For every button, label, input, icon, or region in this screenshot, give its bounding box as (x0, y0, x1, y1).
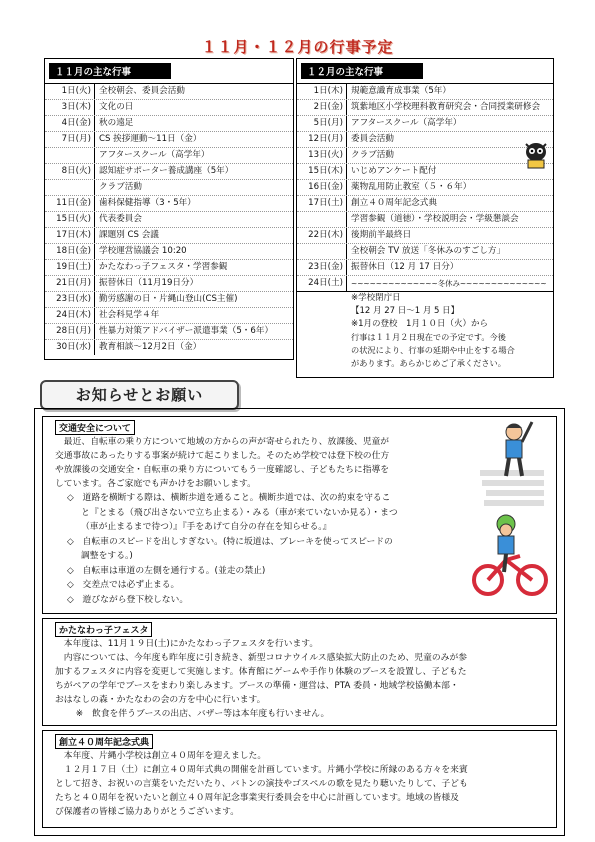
december-rows (297, 83, 553, 291)
schedule-event: 全校朝会 TV 放送「冬休みのすごし方」 (351, 246, 506, 256)
schedule-date (297, 212, 347, 227)
anniversary-heading: 創立４０周年記念式典 (55, 734, 153, 749)
schedule-row (297, 196, 553, 212)
schedule-row (45, 84, 293, 100)
schedule-row (45, 260, 293, 276)
schedule-date: 16日(金) (297, 180, 347, 195)
schedule-row (45, 148, 293, 164)
schedule-date: 4日(金) (45, 116, 95, 131)
anniv-paragraph-line: 本年度、片縄小学校は創立４０周年を迎えました。 (63, 751, 267, 761)
schedule-date: 1日(木) (297, 84, 347, 99)
notice-banner: お知らせとお願い (40, 380, 239, 410)
schedule-date: 15日(木) (297, 164, 347, 179)
schedule-event: アフタースクール（高学年） (99, 150, 210, 160)
schedule-event: 性暴力対策アドバイザー派遣事業（5・6年） (99, 326, 274, 336)
festa-heading: かたなわっ子フェスタ (55, 622, 152, 637)
schedule-row (297, 164, 553, 180)
schedule-event: かたなわっ子フェスタ・学習参観 (99, 262, 228, 272)
traffic-paragraph-line: や放課後の交通安全・自転車の乗り方についてもう一度確認し、子どもたちに指導を (55, 465, 390, 475)
schedule-date: 7日(月) (45, 132, 95, 147)
schedule-event: 創立４０周年記念式典 (351, 198, 437, 208)
schedule-event: 勤労感謝の日・片縄山登山(CS主催) (99, 294, 238, 304)
schedule-event: 社会科見学４年 (99, 310, 160, 320)
schedule-event: 後期前半最終日 (351, 230, 412, 240)
anniversary-section (42, 730, 557, 828)
november-schedule (44, 58, 294, 360)
schedule-event: CS 挨拶運動～11日（金） (99, 134, 202, 144)
schedule-date: 13日(火) (297, 148, 347, 163)
schedule-row (45, 196, 293, 212)
schedule-note: 行事は１１月２日現在での予定です。今後 (351, 332, 506, 342)
schedule-event: 薬物乱用防止教室（５・６年） (351, 182, 472, 192)
schedule-row (297, 276, 553, 291)
schedule-row (45, 116, 293, 132)
schedule-row (45, 180, 293, 196)
schedule-event: クラブ活動 (351, 150, 394, 160)
schedule-event: 課題別 CS 会議 (99, 230, 159, 240)
schedule-note: の状況により、行事の延期や中止をする場合 (351, 345, 515, 355)
traffic-rule-line: （車が止まるまで待つ）』『手をあげて自分の存在を知らせる。』 (81, 522, 332, 532)
schedule-row (45, 308, 293, 324)
schedule-event: アフタースクール（高学年） (351, 118, 462, 128)
schedule-event: 筑紫地区小学校理科教育研究会・合同授業研修会 (351, 102, 541, 112)
schedule-date: 17日(土) (297, 196, 347, 211)
schedule-row (297, 260, 553, 276)
traffic-rule-line: ◇ 遊びながら登下校しない。 (67, 594, 189, 605)
schedule-row (297, 244, 553, 260)
traffic-rule-line: と『とまる（飛び出さないで立ち止まる）・みる（車が来ていないか見る）・まつ (81, 507, 398, 518)
traffic-paragraph-line: 最近、自転車の乗り方について地域の方からの声が寄せられたり、放課後、児童が (63, 437, 390, 447)
anniv-paragraph-line: び保護者の皆様ご協力ありがとうございます。 (55, 807, 240, 817)
schedule-row (45, 276, 293, 292)
page-title: １１月・１２月の行事予定 (201, 38, 394, 56)
november-header: １１月の主な行事 (49, 63, 171, 79)
schedule-date: 21日(月) (45, 276, 95, 291)
schedule-event: 振替休日（12 月 17 日分） (351, 262, 459, 272)
schedule-date: 5日(月) (297, 116, 347, 131)
schedule-note: 【12 月 27 日～1 月 5 日】 (351, 306, 460, 316)
schedule-row (45, 244, 293, 260)
traffic-rule-line: ◇ 道路を横断する際は、横断歩道を通ること。横断歩道では、次の約束を守るこ (67, 493, 391, 503)
schedule-date: 23日(水) (45, 292, 95, 307)
schedule-date: 24日(木) (45, 308, 95, 323)
anniv-paragraph-line: たちと４０周年を祝いたいと創立４０周年記念事業実行委員会を中心に計画しています。地域の皆様及 (55, 793, 459, 803)
schedule-row (45, 212, 293, 228)
schedule-event: 学習参観（道徳）・学校説明会・学級懇談会 (351, 214, 519, 224)
anniv-paragraph-line: １２月１７日（土）に創立４０周年式典の開催を計画しています。片縄小学校に所縁のある方々を来賓 (63, 765, 468, 775)
schedule-date: 1日(火) (45, 84, 95, 99)
schedule-event: 歯科保健指導（3・5年） (99, 198, 196, 208)
schedule-row (297, 100, 553, 116)
schedule-event: 学校運営協議会 10:20 (99, 246, 187, 256)
festa-section (42, 618, 557, 726)
traffic-paragraph-line: 交通事故にあったりする事案が続けて起こりました。そのため学校では登下校の仕方 (55, 451, 390, 461)
mascot-icon (522, 140, 550, 170)
schedule-event: 代表委員会 (99, 214, 142, 224)
festa-paragraph-line: ちがペアの学年でブースをまわり楽しみます。ブースの準備・運営は、PTA 委員・地域学校協働本部・ (55, 681, 459, 691)
festa-paragraph-line: 加するフェスタに内容を変更して実施します。体育館にゲームや手作り体験のブースを設置し、子どもた (55, 667, 467, 677)
schedule-date: 15日(火) (45, 212, 95, 227)
festa-paragraph-line: おはなしの森・かたなわの会の方を中心に行います。 (55, 695, 266, 705)
schedule-row (297, 180, 553, 196)
traffic-rule-line: ◇ 自転車は車道の左側を通行する。(並走の禁止) (67, 565, 266, 576)
schedule-date: 12日(月) (297, 132, 347, 147)
schedule-date: 2日(金) (297, 100, 347, 115)
schedule-event: 全校朝会、委員会活動 (99, 86, 185, 96)
schedule-event: 委員会活動 (351, 134, 394, 144)
bicycle-child-illustration (470, 510, 552, 600)
festa-body (43, 637, 556, 721)
schedule-date: 19日(土) (45, 260, 95, 275)
schedule-event: 認知症サポーター養成講座（5年） (99, 166, 234, 176)
schedule-row (297, 116, 553, 132)
schedule-row (297, 228, 553, 244)
schedule-row (45, 164, 293, 180)
schedule-event: 文化の日 (99, 102, 134, 112)
schedule-note: ※学校閉庁日 (351, 293, 401, 303)
schedule-date: 3日(木) (45, 100, 95, 115)
schedule-row (297, 84, 553, 100)
schedule-row (297, 212, 553, 228)
festa-paragraph-line: 内容については、今年度も昨年度に引き続き、新型コロナウイルス感染拡大防止のため、児童のみが参 (63, 653, 468, 663)
crossing-child-illustration (478, 418, 550, 508)
traffic-rule-line: 調整をする。) (81, 551, 133, 561)
schedule-row (45, 324, 293, 340)
traffic-rule-line: ◇ 交差点では必ず止まる。 (67, 580, 180, 590)
schedule-date: 28日(月) (45, 324, 95, 339)
december-header: １２月の主な行事 (301, 63, 423, 79)
schedule-row (45, 292, 293, 308)
schedule-row (45, 132, 293, 148)
traffic-paragraph-line: しています。各ご家庭でも声かけをお願いします。 (55, 479, 256, 489)
schedule-date: 8日(火) (45, 164, 95, 179)
schedule-date: 23日(金) (297, 260, 347, 275)
schedule-event: 教育相談～12月2日（金） (99, 342, 202, 352)
schedule-note: ※1月の登校 1月１０日（火）から (351, 319, 488, 329)
schedule-event: クラブ活動 (99, 182, 142, 192)
schedule-event: 秋の遠足 (99, 118, 134, 128)
traffic-safety-heading: 交通安全について (55, 420, 135, 435)
schedule-date (297, 244, 347, 259)
schedule-date: 22日(木) (297, 228, 347, 243)
schedule-date: 17日(木) (45, 228, 95, 243)
schedule-row (45, 340, 293, 355)
schedule-date: 30日(水) (45, 340, 95, 355)
schedule-row (297, 132, 553, 148)
schedule-event: 振替休日（11月19日分） (99, 278, 199, 288)
schedule-date: 18日(金) (45, 244, 95, 259)
schedule-date: 11日(金) (45, 196, 95, 211)
schedule-date (45, 148, 95, 163)
anniv-paragraph-line: として招き、お祝いの言葉をいただいたり、バトンの演技やゴスペルの歌を見たり聴いたりして、子ども (55, 779, 468, 789)
schedule-event: ~~~~~~~~~~~~~~冬休み~~~~~~~~~~~~~~ (351, 279, 547, 288)
schedule-row (45, 228, 293, 244)
schedule-row (297, 148, 553, 164)
schedule-event: 規範意識育成事業（5年） (351, 86, 451, 96)
november-rows (45, 83, 293, 355)
schedule-note: があります。あらかじめご了承ください。 (351, 358, 506, 368)
festa-paragraph-line: ※ 飲食を伴うブースの出店、バザー等は本年度も行いません。 (75, 709, 330, 719)
traffic-rule-line: ◇ 自転車のスピードを出しすぎない。(特に坂道は、ブレーキを使ってスピードの (67, 536, 393, 547)
schedule-row (45, 100, 293, 116)
december-notes (297, 291, 553, 370)
anniversary-body (43, 749, 556, 819)
schedule-date: 24日(土) (297, 276, 347, 291)
schedule-event: いじめアンケート配付 (351, 166, 437, 176)
schedule-date (45, 180, 95, 195)
december-schedule (296, 58, 554, 378)
festa-paragraph-line: 本年度は、11月１９日(土)にかたなわっ子フェスタを行います。 (63, 639, 319, 649)
